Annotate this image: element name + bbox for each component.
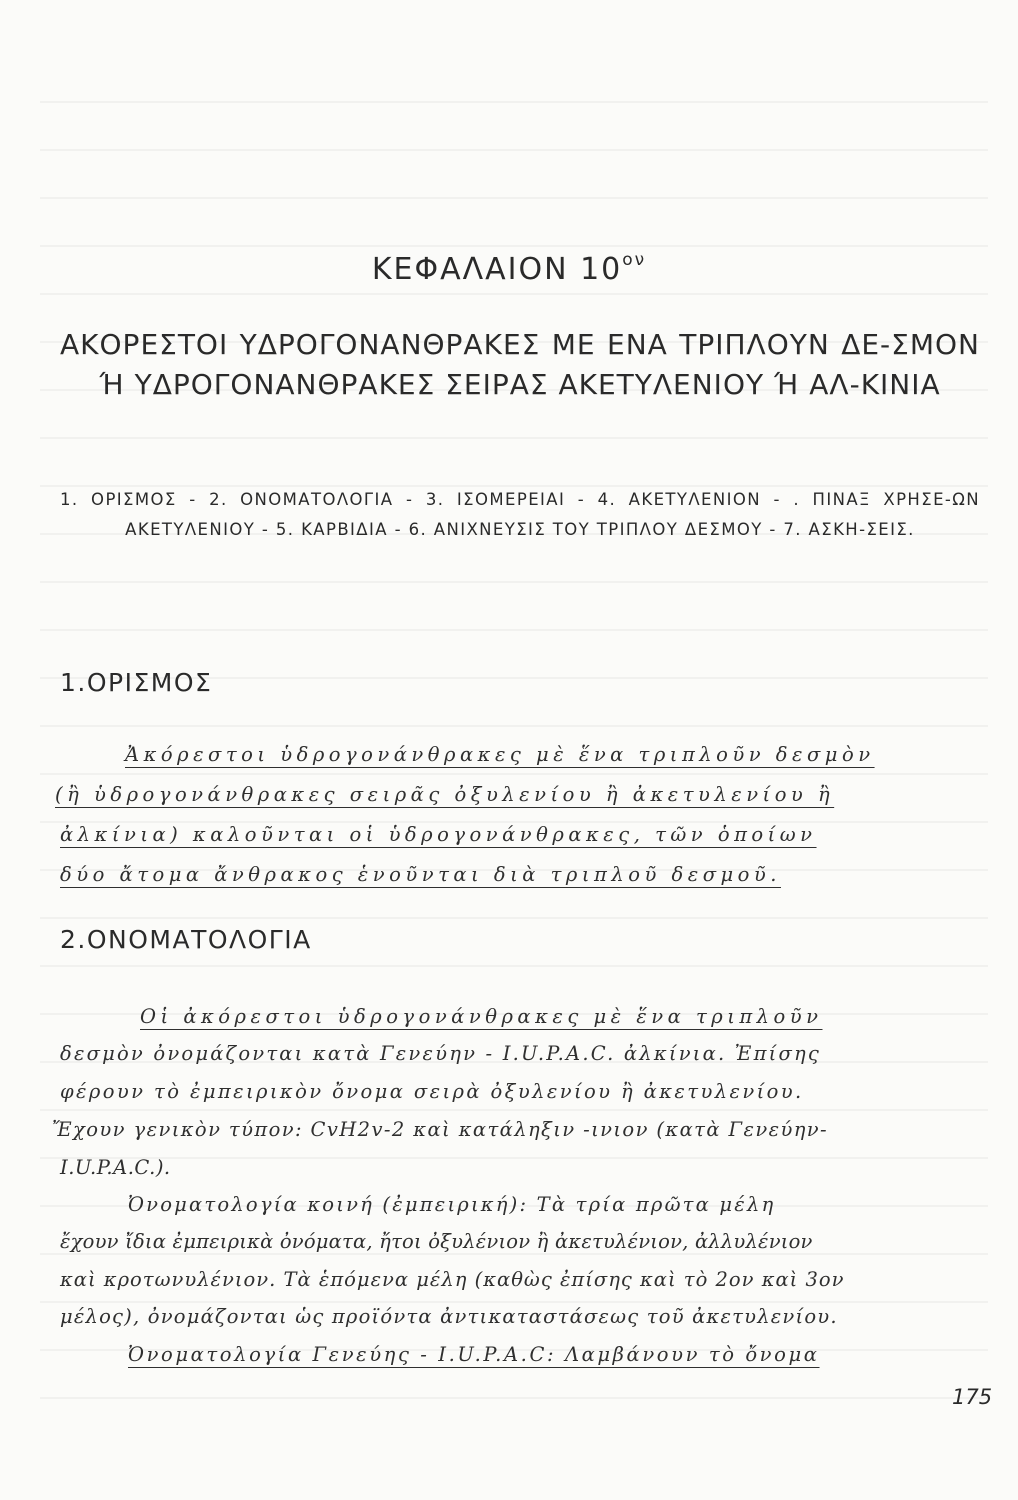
text-line: δύο ἄτομα ἄνθρακος ἑνοῦνται διὰ τριπλοῦ δεσμοῦ.: [60, 863, 781, 886]
text-line: (ἢ ὑδρογονάνθρακες σειρᾶς ὀξυλενίου ἢ ἀκετυλενίου ἢ: [55, 783, 835, 806]
text-line: ἀλκίνια) καλοῦνται οἱ ὑδρογονάνθρακες, τῶν ὁποίων: [60, 823, 817, 846]
chapter-title-text: ΚΕΦΑΛΑΙΟΝ 10: [371, 252, 623, 287]
text-line: Ὀνοματολογία κοινή (ἐμπειρική): Τὰ τρία πρῶτα μέλη: [128, 1193, 776, 1216]
text-line: δεσμὸν ὀνομάζονται κατὰ Γενεύην - I.U.P.A.C. ἀλκίνια. Ἐπίσης: [60, 1042, 821, 1065]
chapter-title: [0, 250, 1018, 287]
text-line: Ἀκόρεστοι ὑδρογονάνθρακες μὲ ἕνα τριπλοῦν δεσμὸν: [125, 743, 875, 766]
main-title: ΑΚΟΡΕΣΤΟΙ ΥΔΡΟΓΟΝΑΝΘΡΑΚΕΣ ΜΕ ΕΝΑ ΤΡΙΠΛΟΥΝ ΔΕ-ΣΜΟΝ Ή ΥΔΡΟΓΟΝΑΝΘΡΑΚΕΣ ΣΕΙΡΑΣ ΑΚΕΤΥΛΕΝΙΟΥ Ή ΑΛ-ΚΙΝΙΑ: [60, 328, 980, 401]
section-orismos-body: [55, 735, 982, 895]
text-line: ἔχουν ἴδια ἐμπειρικὰ ὀνόματα, ἤτοι ὀξυλένιον ἢ ἀκετυλένιον, ἀλλυλένιον: [60, 1230, 813, 1253]
section-onomatologia-body: [52, 1000, 982, 1375]
section-heading-onomatologia: 2.ΟΝΟΜΑΤΟΛΟΓΙΑ: [60, 925, 312, 954]
text-line: Οἱ ἀκόρεστοι ὑδρογονάνθρακες μὲ ἕνα τριπλοῦν: [140, 1005, 823, 1028]
text-line: Ὀνοματολογία Γενεύης - I.U.P.A.C: Λαμβάνουν τὸ ὄνομα: [128, 1343, 820, 1366]
page-number: 175: [952, 1385, 993, 1409]
text-line: Ἔχουν γενικὸν τύπον: CvH2v-2 καὶ κατάληξιν -ινιον (κατὰ Γενεύην-: [52, 1118, 829, 1141]
text-line: μέλος), ὀνομάζονται ὡς προϊόντα ἀντικαταστάσεως τοῦ ἀκετυλενίου.: [60, 1305, 838, 1328]
section-heading-orismos: 1.ΟΡΙΣΜΟΣ: [60, 668, 213, 697]
table-of-contents: 1. ΟΡΙΣΜΟΣ - 2. ΟΝΟΜΑΤΟΛΟΓΙΑ - 3. ΙΣΟΜΕΡΕΙΑΙ - 4. ΑΚΕΤΥΛΕΝΙΟΝ - . ΠΙΝΑΞ ΧΡΗΣΕ-ΩΝ ΑΚΕΤΥΛΕΝΙΟΥ - 5. ΚΑΡΒΙΔΙΑ - 6. ΑΝΙΧΝΕΥΣΙΣ ΤΟΥ ΤΡΙΠΛΟΥ ΔΕΣΜΟΥ - 7. ΑΣΚΗ-ΣΕΙΣ.: [60, 490, 980, 539]
text-line: φέρουν τὸ ἐμπειρικὸν ὄνομα σειρὰ ὀξυλενίου ἢ ἀκετυλενίου.: [60, 1080, 804, 1103]
chapter-title-superscript: ον: [622, 250, 647, 270]
text-line: καὶ κροτωνυλένιον. Τὰ ἑπόμενα μέλη (καθὼς ἐπίσης καὶ τὸ 2ον καὶ 3ον: [60, 1268, 845, 1291]
text-line: I.U.P.A.C.).: [60, 1156, 171, 1179]
